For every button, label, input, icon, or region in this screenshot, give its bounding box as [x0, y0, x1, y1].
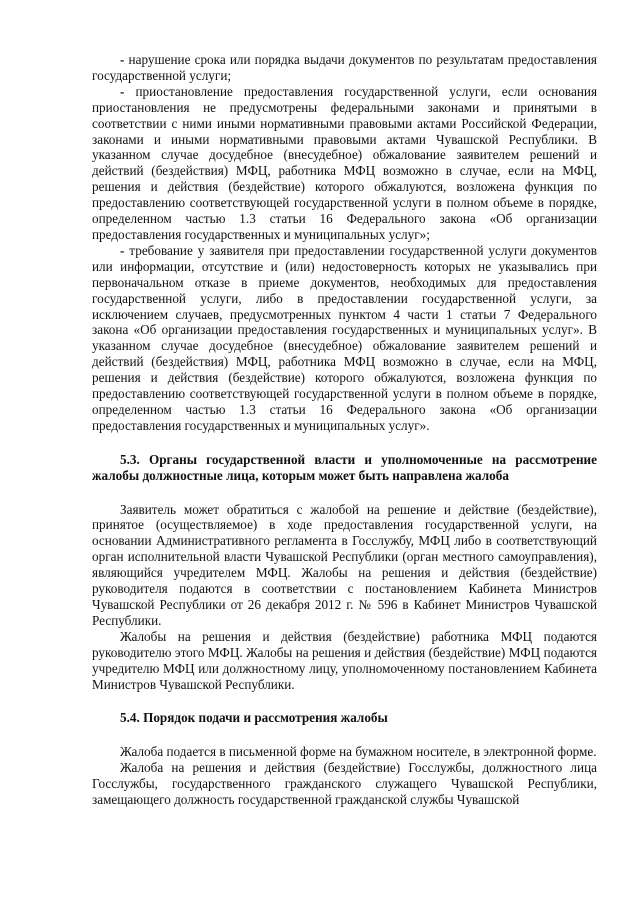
section-heading-5-3: 5.3. Органы государственной власти и уполномоченные на рассмотрение жалобы должностные лица, которым может быть направлена жалоба [92, 451, 597, 483]
list-item [92, 52, 597, 84]
paragraph: Жалоба подается в письменной форме на бумажном носителе, в электронной форме. [120, 744, 597, 760]
bullet-marker: - [120, 242, 125, 258]
paragraph: Жалоба на решения и действия (бездействие) Госслужбы, должностного лица Госслужбы, государственного гражданского служащего Чувашской Республики, замещающего должность государственной гражданской службы Чувашской [92, 760, 597, 808]
list-item [92, 243, 597, 434]
bullet-marker: - [120, 83, 125, 99]
bullet-marker: - [120, 52, 125, 67]
paragraph: Заявитель может обратиться с жалобой на решение и действие (бездействие), принятое (осуществляемое) в ходе предоставления государственной услуги, на основании Административного регламента в Госслужбу, МФЦ либо в соответствующий орган исполнительной власти Чувашской Республики (орган местного самоуправления), являющийся учредителем МФЦ. Жалобы на решения и действия (бездействие) руководителя подаются в соответствии с постановлением Кабинета Министров Чувашской Республики от 26 декабря 2012 г. № 596 в Кабинет Министров Чувашской Республики. [92, 501, 597, 628]
list-item-text: приостановление предоставления государственной услуги, если основания приостановления не предусмотрены федеральными законами и принятыми в соответствии с ними иными нормативными правовыми актами Российской Федерации, законами и иными нормативными правовыми актами Чувашской Республики. В указанном случае досудебное (внесудебное) обжалование заявителем решений и действий (бездействия) МФЦ, работника МФЦ возможно в случае, если на МФЦ, решения и действия (бездействие) которого обжалуются, возложена функция по предоставлению соответствующей государственной услуги в полном объеме в порядке, определенном частью 1.3 статьи 16 Федерального закона «Об организации предоставления государственных и муниципальных услуг»; [92, 83, 598, 242]
list-item [92, 84, 597, 243]
section-heading-5-4: 5.4. Порядок подачи и рассмотрения жалобы [120, 710, 388, 726]
list-item-text: нарушение срока или порядка выдачи документов по результатам предоставления государственной услуги; [92, 52, 597, 83]
document-page [92, 52, 597, 808]
paragraph: Жалобы на решения и действия (бездействие) работника МФЦ подаются руководителю этого МФЦ. Жалобы на решения и действия (бездействие) МФЦ подаются учредителю МФЦ или должностному лицу, уполномоченному постановлением Кабинета Министров Чувашской Республики. [92, 628, 597, 692]
list-item-text: требование у заявителя при предоставлении государственной услуги документов или информации, отсутствие и (или) недостоверность которых не указывались при первоначальном отказе в приеме документов, необходимых для предоставления государственной услуги, либо в предоставлении государственной услуги, за исключением случаев, предусмотренных пунктом 4 части 1 статьи 7 Федерального закона «Об организации предоставления государственных и муниципальных услуг». В указанном случае досудебное (внесудебное) обжалование заявителем решений и действий (бездействия) МФЦ, работника МФЦ возможно в случае, если на МФЦ, решения и действия (бездействие) которого обжалуются, возложена функция по предоставлению соответствующей государственной услуги в полном объеме в порядке, определенном частью 1.3 статьи 16 Федерального закона «Об организации предоставления государственных и муниципальных услуг». [92, 242, 597, 433]
